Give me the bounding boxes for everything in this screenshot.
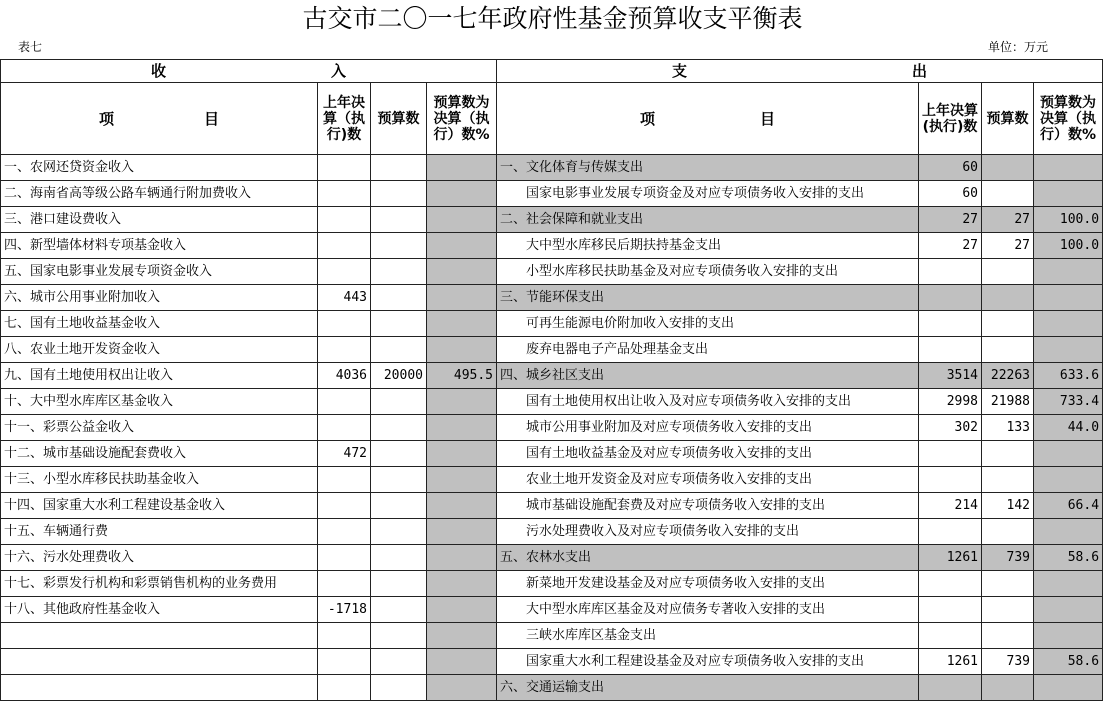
expense-item-cell: 污水处理费收入及对应专项债务收入安排的支出 (497, 519, 919, 545)
expense-prev-cell: 27 (919, 233, 982, 259)
income-ratio-cell (427, 259, 497, 285)
expense-ratio-cell: 44.0 (1034, 415, 1103, 441)
income-prev-cell: 472 (318, 441, 371, 467)
income-ratio-cell (427, 285, 497, 311)
income-budget-cell (371, 597, 427, 623)
income-item-cell: 三、港口建设费收入 (1, 207, 318, 233)
table-row (1, 571, 1103, 597)
income-ratio-cell (427, 467, 497, 493)
expense-ratio-cell (1034, 155, 1103, 181)
expense-item-cell: 四、城乡社区支出 (497, 363, 919, 389)
expense-section-label: 支 出 (497, 60, 1103, 83)
income-prev-cell: 4036 (318, 363, 371, 389)
expense-item-cell: 国有土地使用权出让收入及对应专项债务收入安排的支出 (497, 389, 919, 415)
income-ratio-header: 预算数为决算（执行）数% (427, 83, 497, 155)
income-budget-cell: 20000 (371, 363, 427, 389)
income-ratio-cell (427, 519, 497, 545)
expense-item-cell: 国家重大水利工程建设基金及对应专项债务收入安排的支出 (497, 649, 919, 675)
income-item-cell (1, 675, 318, 701)
income-prev-cell (318, 467, 371, 493)
expense-ratio-cell (1034, 571, 1103, 597)
income-budget-cell (371, 519, 427, 545)
income-prev-cell (318, 337, 371, 363)
income-ratio-cell (427, 155, 497, 181)
table-row (1, 155, 1103, 181)
expense-budget-cell (982, 337, 1034, 363)
expense-budget-cell (982, 675, 1034, 701)
table-row (1, 311, 1103, 337)
budget-table (0, 59, 1103, 701)
income-prev-cell (318, 311, 371, 337)
income-prev-cell (318, 155, 371, 181)
income-item-cell: 九、国有土地使用权出让收入 (1, 363, 318, 389)
table-row (1, 259, 1103, 285)
expense-prev-cell: 60 (919, 181, 982, 207)
income-item-cell: 十一、彩票公益金收入 (1, 415, 318, 441)
income-budget-cell (371, 623, 427, 649)
expense-prev-cell: 60 (919, 155, 982, 181)
income-prev-cell: 443 (318, 285, 371, 311)
income-budget-cell (371, 311, 427, 337)
income-budget-cell (371, 285, 427, 311)
income-budget-header: 预算数 (371, 83, 427, 155)
income-budget-cell (371, 545, 427, 571)
income-budget-cell (371, 467, 427, 493)
expense-ratio-cell: 100.0 (1034, 207, 1103, 233)
expense-item-header: 项 目 (497, 83, 919, 155)
income-prev-cell (318, 181, 371, 207)
expense-budget-cell: 739 (982, 649, 1034, 675)
income-ratio-cell (427, 389, 497, 415)
expense-prev-cell: 1261 (919, 649, 982, 675)
expense-ratio-cell: 58.6 (1034, 649, 1103, 675)
income-prev-cell (318, 233, 371, 259)
income-budget-cell (371, 155, 427, 181)
income-budget-cell (371, 181, 427, 207)
expense-item-cell: 可再生能源电价附加收入安排的支出 (497, 311, 919, 337)
income-prev-cell (318, 623, 371, 649)
income-ratio-cell (427, 415, 497, 441)
expense-prev-cell: 302 (919, 415, 982, 441)
income-item-header: 项 目 (1, 83, 318, 155)
expense-ratio-cell (1034, 285, 1103, 311)
income-ratio-cell (427, 181, 497, 207)
expense-budget-cell: 21988 (982, 389, 1034, 415)
table-row (1, 363, 1103, 389)
income-budget-cell (371, 259, 427, 285)
income-ratio-cell (427, 337, 497, 363)
expense-item-cell: 农业土地开发资金及对应专项债务收入安排的支出 (497, 467, 919, 493)
table-row (1, 441, 1103, 467)
income-prev-cell (318, 545, 371, 571)
expense-budget-cell (982, 259, 1034, 285)
expense-budget-cell (982, 311, 1034, 337)
expense-budget-cell (982, 571, 1034, 597)
table-row (1, 233, 1103, 259)
income-ratio-cell (427, 623, 497, 649)
expense-item-cell: 城市基础设施配套费及对应专项债务收入安排的支出 (497, 493, 919, 519)
expense-item-cell: 城市公用事业附加及对应专项债务收入安排的支出 (497, 415, 919, 441)
expense-prev-cell (919, 311, 982, 337)
expense-budget-cell: 27 (982, 233, 1034, 259)
expense-ratio-cell (1034, 337, 1103, 363)
table-row (1, 337, 1103, 363)
income-item-cell: 八、农业土地开发资金收入 (1, 337, 318, 363)
table-row (1, 623, 1103, 649)
expense-item-cell: 国有土地收益基金及对应专项债务收入安排的支出 (497, 441, 919, 467)
expense-ratio-cell (1034, 519, 1103, 545)
expense-budget-cell (982, 467, 1034, 493)
expense-item-cell: 一、文化体育与传媒支出 (497, 155, 919, 181)
expense-prev-cell: 214 (919, 493, 982, 519)
expense-item-cell: 二、社会保障和就业支出 (497, 207, 919, 233)
expense-item-cell: 大中型水库库区基金及对应债务专著收入安排的支出 (497, 597, 919, 623)
sheet-number: 表七 (18, 40, 43, 54)
expense-ratio-cell (1034, 675, 1103, 701)
income-item-cell: 十七、彩票发行机构和彩票销售机构的业务费用 (1, 571, 318, 597)
income-item-cell: 十五、车辆通行费 (1, 519, 318, 545)
expense-ratio-cell (1034, 467, 1103, 493)
income-ratio-cell (427, 597, 497, 623)
income-budget-cell (371, 415, 427, 441)
income-budget-cell (371, 571, 427, 597)
income-ratio-cell (427, 207, 497, 233)
income-prev-cell (318, 675, 371, 701)
income-prev-cell (318, 493, 371, 519)
income-item-cell: 十四、国家重大水利工程建设基金收入 (1, 493, 318, 519)
expense-budget-cell (982, 519, 1034, 545)
expense-prev-header: 上年决算(执行)数 (919, 83, 982, 155)
expense-item-cell: 小型水库移民扶助基金及对应专项债务收入安排的支出 (497, 259, 919, 285)
expense-prev-cell (919, 675, 982, 701)
income-prev-cell: -1718 (318, 597, 371, 623)
expense-ratio-cell: 733.4 (1034, 389, 1103, 415)
income-item-cell: 一、农网还贷资金收入 (1, 155, 318, 181)
income-item-cell: 四、新型墙体材料专项基金收入 (1, 233, 318, 259)
expense-budget-cell: 142 (982, 493, 1034, 519)
income-ratio-cell: 495.5 (427, 363, 497, 389)
income-ratio-cell (427, 311, 497, 337)
expense-budget-cell (982, 181, 1034, 207)
income-budget-cell (371, 389, 427, 415)
expense-ratio-cell (1034, 441, 1103, 467)
income-prev-cell (318, 259, 371, 285)
income-ratio-cell (427, 493, 497, 519)
table-row (1, 285, 1103, 311)
page-title: 古交市二〇一七年政府性基金预算收支平衡表 (302, 4, 803, 33)
income-item-cell (1, 623, 318, 649)
expense-budget-cell (982, 441, 1034, 467)
expense-item-cell: 三、节能环保支出 (497, 285, 919, 311)
income-prev-cell (318, 519, 371, 545)
table-row (1, 675, 1103, 701)
expense-budget-cell (982, 623, 1034, 649)
income-prev-cell (318, 207, 371, 233)
expense-prev-cell: 1261 (919, 545, 982, 571)
expense-item-cell: 废弃电器电子产品处理基金支出 (497, 337, 919, 363)
expense-item-cell: 三峡水库库区基金支出 (497, 623, 919, 649)
expense-ratio-cell: 58.6 (1034, 545, 1103, 571)
income-prev-cell (318, 415, 371, 441)
table-row (1, 181, 1103, 207)
table-row (1, 493, 1103, 519)
income-item-cell: 五、国家电影事业发展专项资金收入 (1, 259, 318, 285)
expense-ratio-cell (1034, 181, 1103, 207)
table-row (1, 545, 1103, 571)
table-row (1, 519, 1103, 545)
expense-item-cell: 五、农林水支出 (497, 545, 919, 571)
income-budget-cell (371, 207, 427, 233)
table-row (1, 389, 1103, 415)
income-budget-cell (371, 337, 427, 363)
expense-prev-cell (919, 259, 982, 285)
expense-prev-cell (919, 623, 982, 649)
income-item-cell: 十二、城市基础设施配套费收入 (1, 441, 318, 467)
expense-prev-cell (919, 519, 982, 545)
expense-item-cell: 国家电影事业发展专项资金及对应专项债务收入安排的支出 (497, 181, 919, 207)
expense-budget-cell: 27 (982, 207, 1034, 233)
income-item-cell (1, 649, 318, 675)
income-section-label: 收 入 (1, 60, 497, 83)
income-ratio-cell (427, 545, 497, 571)
income-item-cell: 六、城市公用事业附加收入 (1, 285, 318, 311)
expense-item-cell: 大中型水库移民后期扶持基金支出 (497, 233, 919, 259)
expense-prev-cell: 3514 (919, 363, 982, 389)
expense-prev-cell (919, 597, 982, 623)
income-item-cell: 二、海南省高等级公路车辆通行附加费收入 (1, 181, 318, 207)
income-prev-cell (318, 389, 371, 415)
expense-ratio-cell: 66.4 (1034, 493, 1103, 519)
income-prev-header: 上年决算（执行)数 (318, 83, 371, 155)
income-item-cell: 十六、污水处理费收入 (1, 545, 318, 571)
income-budget-cell (371, 675, 427, 701)
income-item-cell: 十三、小型水库移民扶助基金收入 (1, 467, 318, 493)
income-item-cell: 十、大中型水库库区基金收入 (1, 389, 318, 415)
income-ratio-cell (427, 571, 497, 597)
table-row (1, 207, 1103, 233)
income-item-cell: 七、国有土地收益基金收入 (1, 311, 318, 337)
table-row (1, 415, 1103, 441)
expense-budget-cell: 739 (982, 545, 1034, 571)
expense-ratio-cell: 100.0 (1034, 233, 1103, 259)
expense-budget-cell: 133 (982, 415, 1034, 441)
expense-prev-cell (919, 571, 982, 597)
expense-prev-cell: 27 (919, 207, 982, 233)
expense-prev-cell (919, 285, 982, 311)
income-budget-cell (371, 493, 427, 519)
income-ratio-cell (427, 675, 497, 701)
income-prev-cell (318, 649, 371, 675)
income-budget-cell (371, 649, 427, 675)
expense-ratio-cell (1034, 259, 1103, 285)
expense-ratio-cell: 633.6 (1034, 363, 1103, 389)
table-row (1, 649, 1103, 675)
expense-budget-cell (982, 597, 1034, 623)
expense-budget-cell: 22263 (982, 363, 1034, 389)
expense-ratio-cell (1034, 311, 1103, 337)
section-row (1, 60, 1103, 83)
expense-ratio-cell (1034, 623, 1103, 649)
expense-budget-cell (982, 285, 1034, 311)
expense-prev-cell (919, 337, 982, 363)
income-ratio-cell (427, 233, 497, 259)
income-item-cell: 十八、其他政府性基金收入 (1, 597, 318, 623)
income-prev-cell (318, 571, 371, 597)
income-ratio-cell (427, 649, 497, 675)
expense-budget-header: 预算数 (982, 83, 1034, 155)
expense-ratio-header: 预算数为决算（执行）数% (1034, 83, 1103, 155)
income-ratio-cell (427, 441, 497, 467)
table-row (1, 467, 1103, 493)
header-row (1, 83, 1103, 155)
table-row (1, 597, 1103, 623)
expense-ratio-cell (1034, 597, 1103, 623)
unit-label: 单位：万元 (988, 40, 1049, 54)
income-budget-cell (371, 233, 427, 259)
expense-budget-cell (982, 155, 1034, 181)
income-budget-cell (371, 441, 427, 467)
expense-item-cell: 新菜地开发建设基金及对应专项债务收入安排的支出 (497, 571, 919, 597)
expense-item-cell: 六、交通运输支出 (497, 675, 919, 701)
expense-prev-cell (919, 467, 982, 493)
expense-prev-cell (919, 441, 982, 467)
expense-prev-cell: 2998 (919, 389, 982, 415)
